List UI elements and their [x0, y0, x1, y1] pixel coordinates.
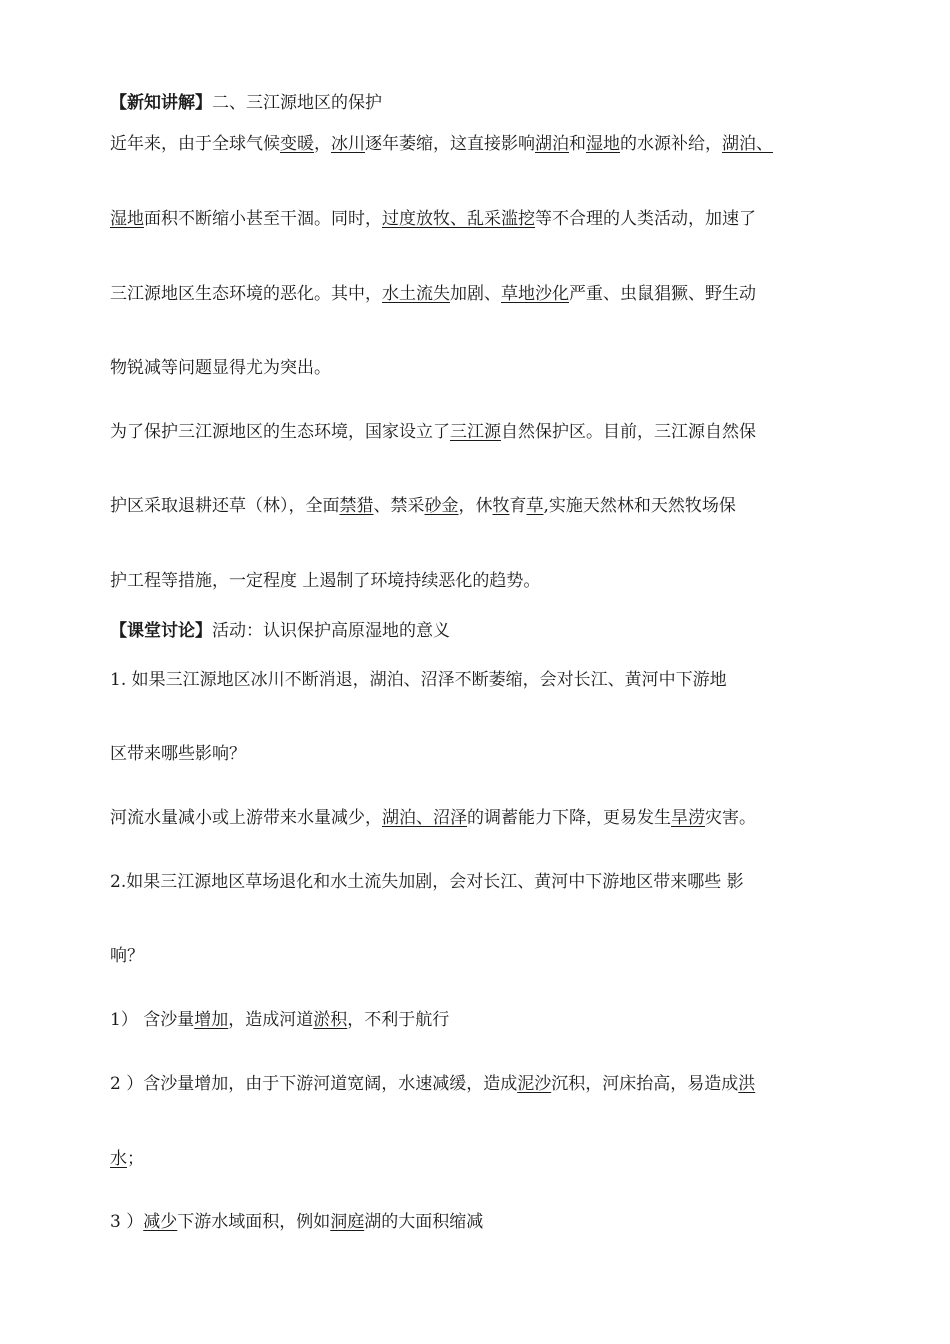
underlined-term: 增加 [194, 1010, 229, 1030]
para1-line [110, 208, 756, 230]
text-run: 1. 如果三江源地区冰川不断消退，湖泊、沼泽不断萎缩，会对长江、黄河中下游地 [110, 670, 727, 690]
underlined-term: 禁猎 [339, 496, 374, 516]
question-2-line [110, 871, 744, 893]
text-run: 灾害。 [705, 808, 756, 828]
underlined-term: 洪 [738, 1074, 756, 1094]
text-run: ， [314, 134, 331, 154]
answer-1-line [110, 807, 756, 829]
text-run: 、禁采 [373, 496, 425, 516]
text-run: 1） 含沙量 [110, 1010, 195, 1030]
text-run: 的水源补给， [620, 134, 722, 154]
para2-line [110, 421, 756, 443]
answer-2-line [110, 1211, 483, 1233]
underlined-term: 三江源 [450, 422, 501, 442]
text-run: 2.如果三江源地区草场退化和水土流失加剧，会对长江、黄河中下游地区带来哪些 影 [110, 872, 744, 892]
underlined-term: 过度放牧、乱采滥挖 [382, 209, 535, 229]
text-run: 2 ）含沙量增加，由于下游河道宽阔，水速减缓，造成 [110, 1074, 518, 1094]
underlined-term: 水 [110, 1149, 127, 1169]
text-run: 护工程等措施，一定程度 上遏制了环境持续恶化的趋势。 [110, 571, 541, 591]
underlined-term: 湿地 [110, 209, 144, 229]
heading-title: 活动：认识保护高原湿地的意义 [212, 621, 450, 641]
text-run: 响？ [110, 946, 144, 966]
underlined-term: 草 [526, 496, 544, 516]
section-heading-new-knowledge [110, 92, 382, 114]
underlined-term: 减少 [143, 1212, 178, 1232]
underlined-term: 牧 [492, 496, 510, 516]
text-run: 等不合理的人类活动，加速了 [535, 209, 756, 229]
underlined-term: 湖泊、沼泽 [382, 808, 467, 828]
text-run: ，不利于航行 [347, 1010, 450, 1030]
text-run: 为了保护三江源地区的生态环境，国家设立了 [110, 422, 450, 442]
heading-title: 二、三江源地区的保护 [212, 93, 382, 113]
para2-line [110, 570, 540, 592]
text-run: 近年来，由于全球气候 [110, 134, 280, 154]
text-run: 面积不断缩小甚至干涸。同时， [144, 209, 382, 229]
underlined-term: 旱涝 [671, 808, 705, 828]
text-run: 育 [509, 496, 527, 516]
text-run: 的调蓄能力下降，更易发生 [467, 808, 671, 828]
text-run: 河流水量减小或上游带来水量减少， [110, 808, 382, 828]
answer-2-line [110, 1009, 449, 1031]
answer-2-line [110, 1073, 755, 1095]
underlined-term: 泥沙 [517, 1074, 552, 1094]
para2-line [110, 495, 736, 517]
text-run: 沉积，河床抬高，易造成 [551, 1074, 739, 1094]
underlined-term: 冰川 [331, 134, 365, 154]
text-run: 下游水域面积，例如 [177, 1212, 331, 1232]
underlined-term: 湖泊 [535, 134, 569, 154]
underlined-term: 变暖 [280, 134, 314, 154]
underlined-term: 湿地 [586, 134, 620, 154]
underlined-term: 水土流失 [382, 284, 450, 304]
para1-line [110, 357, 331, 379]
text-run: 护区采取退耕还草（林），全面 [110, 496, 340, 516]
text-run: 自然保护区。目前，三江源自然保 [501, 422, 756, 442]
underlined-term: 砂金 [424, 496, 459, 516]
text-run: ； [127, 1149, 144, 1169]
text-run: 区带来哪些影响？ [110, 744, 246, 764]
heading-tag: 【新知讲解】 [110, 93, 212, 113]
section-heading-discussion [110, 620, 450, 642]
question-1-line [110, 743, 246, 765]
question-1-line [110, 669, 727, 691]
answer-2-line [110, 1148, 144, 1170]
text-run: 和 [569, 134, 586, 154]
text-run: 逐年萎缩，这直接影响 [365, 134, 535, 154]
para1-line [110, 133, 773, 155]
text-run: 湖的大面积缩减 [364, 1212, 484, 1232]
text-run: 物锐减等问题显得尤为突出。 [110, 358, 331, 378]
underlined-term: 洞庭 [330, 1212, 365, 1232]
underlined-term: 淤积 [313, 1010, 348, 1030]
heading-tag: 【课堂讨论】 [110, 621, 212, 641]
text-run: 加剧、 [450, 284, 501, 304]
text-run: ，休 [458, 496, 493, 516]
text-run: 严重、虫鼠猖獗、野生动 [569, 284, 756, 304]
underlined-term: 草地沙化 [501, 284, 569, 304]
question-2-line [110, 945, 144, 967]
underlined-term: 湖泊、 [722, 134, 773, 154]
text-run: ,实施天然林和天然牧场保 [543, 496, 736, 516]
para1-line [110, 283, 756, 305]
text-run: 三江源地区生态环境的恶化。其中， [110, 284, 382, 304]
text-run: 3 ） [110, 1212, 144, 1232]
text-run: ，造成河道 [228, 1010, 314, 1030]
